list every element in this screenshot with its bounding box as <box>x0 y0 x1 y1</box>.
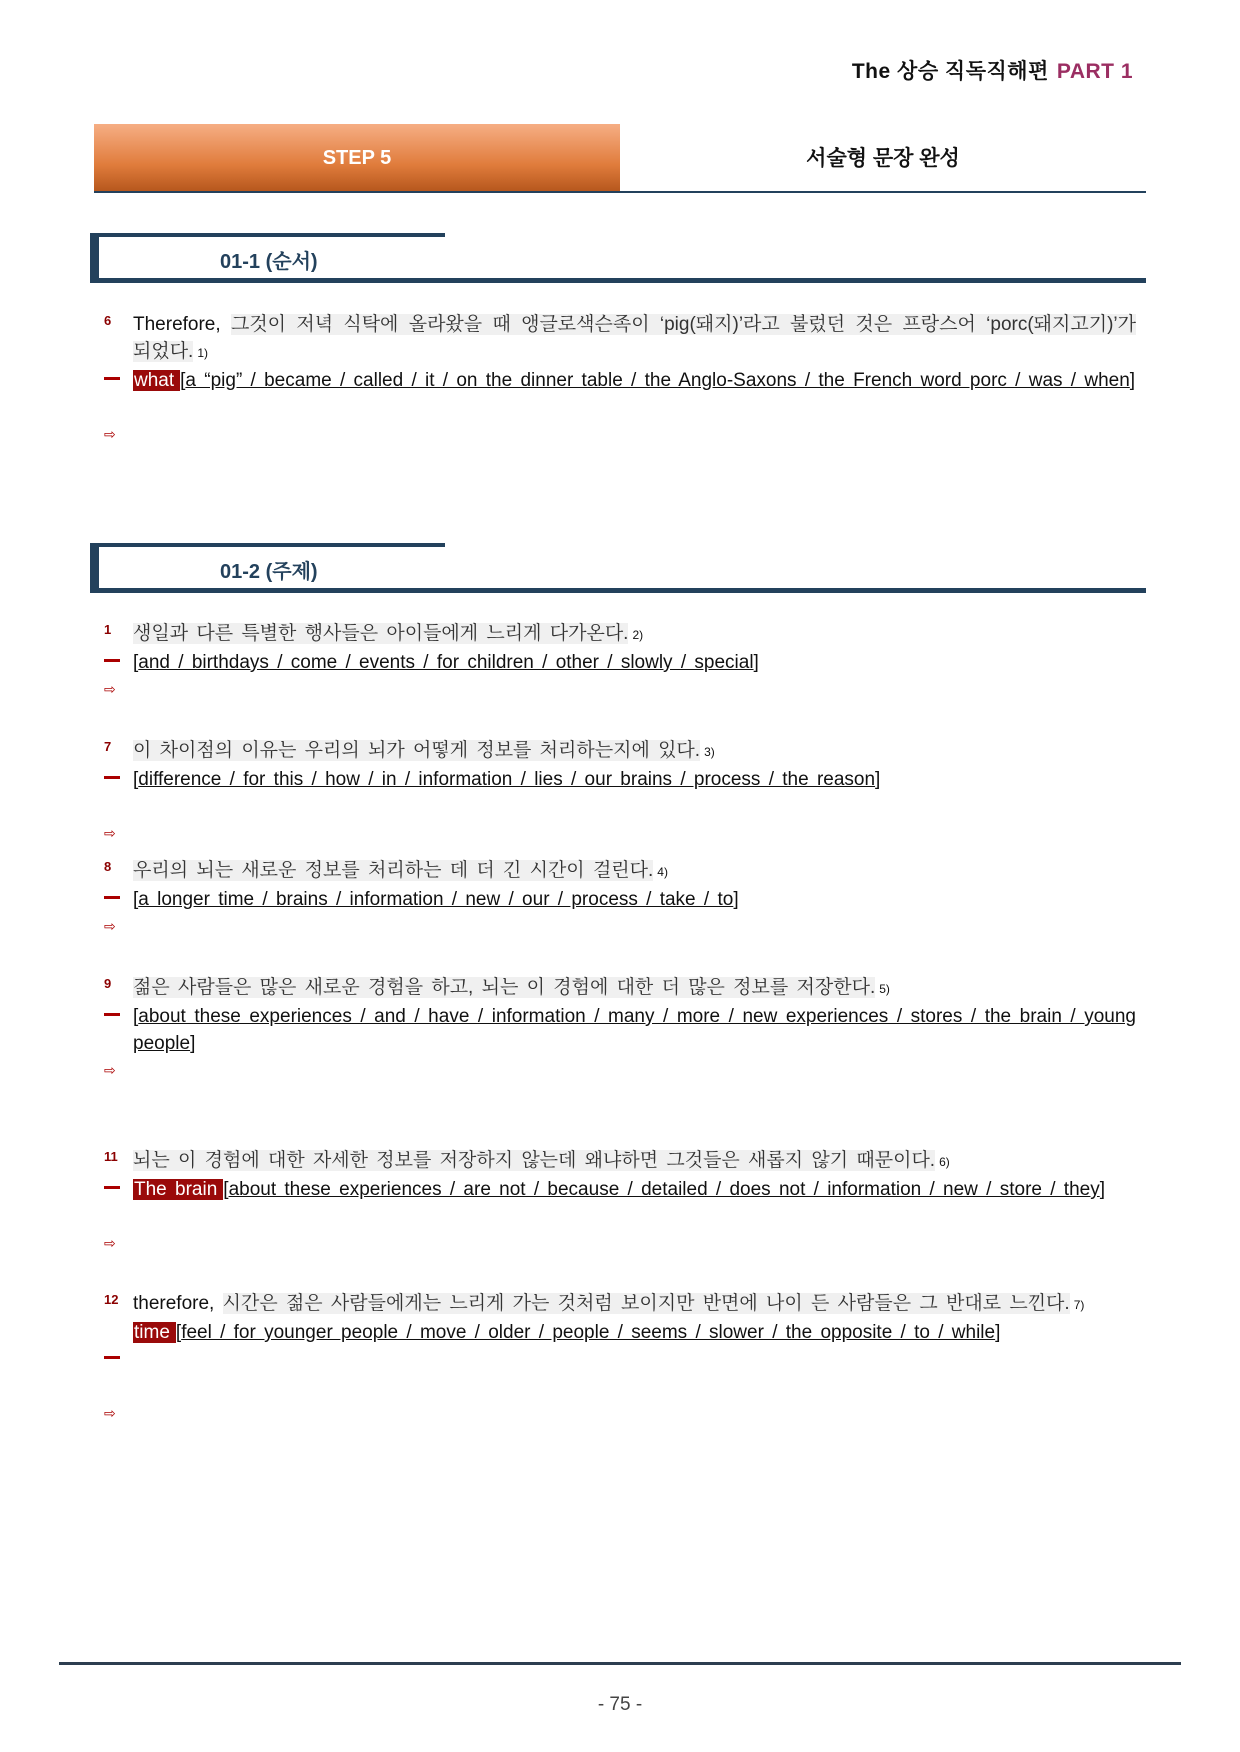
section-title: 01-2 (주제) <box>220 561 318 583</box>
sentence-prefix: Therefore, <box>133 314 221 335</box>
korean-text: 젊은 사람들은 많은 새로운 경험을 하고, 뇌는 이 경험에 대한 더 많은 정보를 저장한다. <box>133 977 876 998</box>
page-number: - 75 - <box>597 1694 643 1715</box>
footnote-ref: 7) <box>1073 1298 1085 1312</box>
dash-icon <box>104 1356 120 1359</box>
chunk-list: a longer time / brains / information / new / our / process / take / to <box>138 889 734 910</box>
chunk-list: and / birthdays / come / events / for children / other / slowly / special <box>138 652 754 673</box>
korean-sentence <box>133 311 1136 367</box>
step-badge: STEP 5 <box>94 124 620 192</box>
item-number: 8 <box>104 859 112 874</box>
answer-arrow-icon: ⇨ <box>104 1062 116 1078</box>
exercise-item <box>104 857 1136 934</box>
item-number: 12 <box>104 1292 119 1307</box>
given-word: The brain <box>133 1179 223 1200</box>
item-number: 7 <box>104 739 112 754</box>
exercise-item <box>104 311 1136 442</box>
word-chunks: The brain [about these experiences / are not / because / detailed / does not / information / new / store / they] <box>134 1179 1105 1200</box>
korean-text: 시간은 젊은 사람들에게는 느리게 가는 것처럼 보이지만 반면에 나이 든 사람들은 그 반대로 느낀다. <box>222 1293 1070 1314</box>
answer-arrow-icon: ⇨ <box>104 426 116 442</box>
answer-arrow-icon: ⇨ <box>104 1235 116 1251</box>
dash-icon <box>104 1186 120 1189</box>
section-border-bottom <box>90 588 1146 593</box>
section-border-left <box>90 543 99 593</box>
korean-sentence <box>133 974 1136 1003</box>
footnote-ref: 3) <box>704 745 715 759</box>
sentence-prefix: therefore, <box>133 1293 215 1314</box>
footnote-ref: 6) <box>939 1155 950 1169</box>
answer-arrow-icon: ⇨ <box>104 1405 116 1421</box>
item-number: 6 <box>104 313 112 328</box>
dash-icon <box>104 377 120 380</box>
korean-text: 우리의 뇌는 새로운 정보를 처리하는 데 더 긴 시간이 걸린다. <box>133 860 654 881</box>
korean-text: 그것이 저녁 식탁에 올라왔을 때 앵글로색슨족이 ‘pig(돼지)’라고 불렀던 것은 프랑스어 ‘porc(돼지고기)’가 되었다. <box>133 314 1136 362</box>
word-chunks: [and / birthdays / come / events / for children / other / slowly / special] <box>133 652 759 673</box>
dash-icon <box>104 776 120 779</box>
korean-sentence <box>133 737 1136 766</box>
given-word: what <box>133 370 180 391</box>
section-header <box>90 543 1146 593</box>
korean-text: 뇌는 이 경험에 대한 자세한 정보를 저장하지 않는데 왜냐하면 그것들은 새롭지 않기 때문이다. <box>133 1150 936 1171</box>
footnote-ref: 4) <box>657 865 668 879</box>
dash-icon <box>104 896 120 899</box>
dash-icon <box>104 659 120 662</box>
answer-arrow-icon: ⇨ <box>104 681 116 697</box>
chunk-list: difference / for this / how / in / information / lies / our brains / process / the reason <box>138 769 876 790</box>
given-word: time <box>133 1322 176 1343</box>
korean-sentence <box>133 857 1136 886</box>
footer-divider <box>59 1662 1181 1665</box>
section-header <box>90 233 1146 283</box>
book-title: The 상승 직독직해편 <box>851 60 1049 83</box>
exercise-item <box>104 620 1136 697</box>
section-border-left <box>90 233 99 283</box>
word-chunks: [a longer time / brains / information / new / our / process / take / to] <box>133 889 739 910</box>
item-number: 1 <box>104 622 112 637</box>
korean-text: 이 차이점의 이유는 우리의 뇌가 어떻게 정보를 처리하는지에 있다. <box>133 740 701 761</box>
chunk-list: a “pig” / became / called / it / on the dinner table / the Anglo-Saxons / the French word porc / was / when <box>185 370 1130 391</box>
section-border-top <box>90 543 445 547</box>
exercise-item <box>104 974 1136 1078</box>
running-header <box>852 55 1133 85</box>
word-chunks: time [feel / for younger people / move / older / people / seems / slower / the opposite / to / while] <box>134 1322 1001 1343</box>
korean-sentence <box>133 620 1136 649</box>
korean-text: 생일과 다른 특별한 행사들은 아이들에게 느리게 다가온다. <box>133 623 629 644</box>
answer-arrow-icon: ⇨ <box>104 918 116 934</box>
footnote-ref: 2) <box>632 628 644 642</box>
section-border-bottom <box>90 278 1146 283</box>
word-chunks: [about these experiences / and / have / information / many / more / new experiences / stores / the brain / young people] <box>133 1006 1136 1054</box>
section-border-top <box>90 233 445 237</box>
item-number: 11 <box>104 1149 118 1164</box>
footnote-ref: 5) <box>879 982 890 996</box>
item-number: 9 <box>104 976 112 991</box>
dash-icon <box>104 1013 120 1016</box>
korean-sentence <box>133 1147 1136 1176</box>
step-title: 서술형 문장 완성 <box>806 147 960 170</box>
word-chunks: what [a “pig” / became / called / it / on the dinner table / the Anglo-Saxons / the French word porc / was / when] <box>134 370 1136 391</box>
section-title: 01-1 (순서) <box>220 251 318 273</box>
part-label: PART 1 <box>1056 60 1133 83</box>
answer-arrow-icon: ⇨ <box>104 825 116 841</box>
chunk-list: about these experiences / are not / because / detailed / does not / information / new / store / they <box>228 1179 1100 1200</box>
divider <box>94 191 1146 193</box>
korean-sentence <box>133 1290 1136 1319</box>
chunk-list: feel / for younger people / move / older / people / seems / slower / the opposite / to / while <box>181 1322 996 1343</box>
exercise-item <box>104 737 1136 841</box>
word-chunks: [difference / for this / how / in / information / lies / our brains / process / the reason] <box>133 769 881 790</box>
exercise-item <box>104 1147 1136 1251</box>
footnote-ref: 1) <box>197 346 209 360</box>
exercise-item <box>104 1290 1136 1421</box>
chunk-list: about these experiences / and / have / information / many / more / new experiences / stores / the brain / young people <box>133 1006 1136 1054</box>
